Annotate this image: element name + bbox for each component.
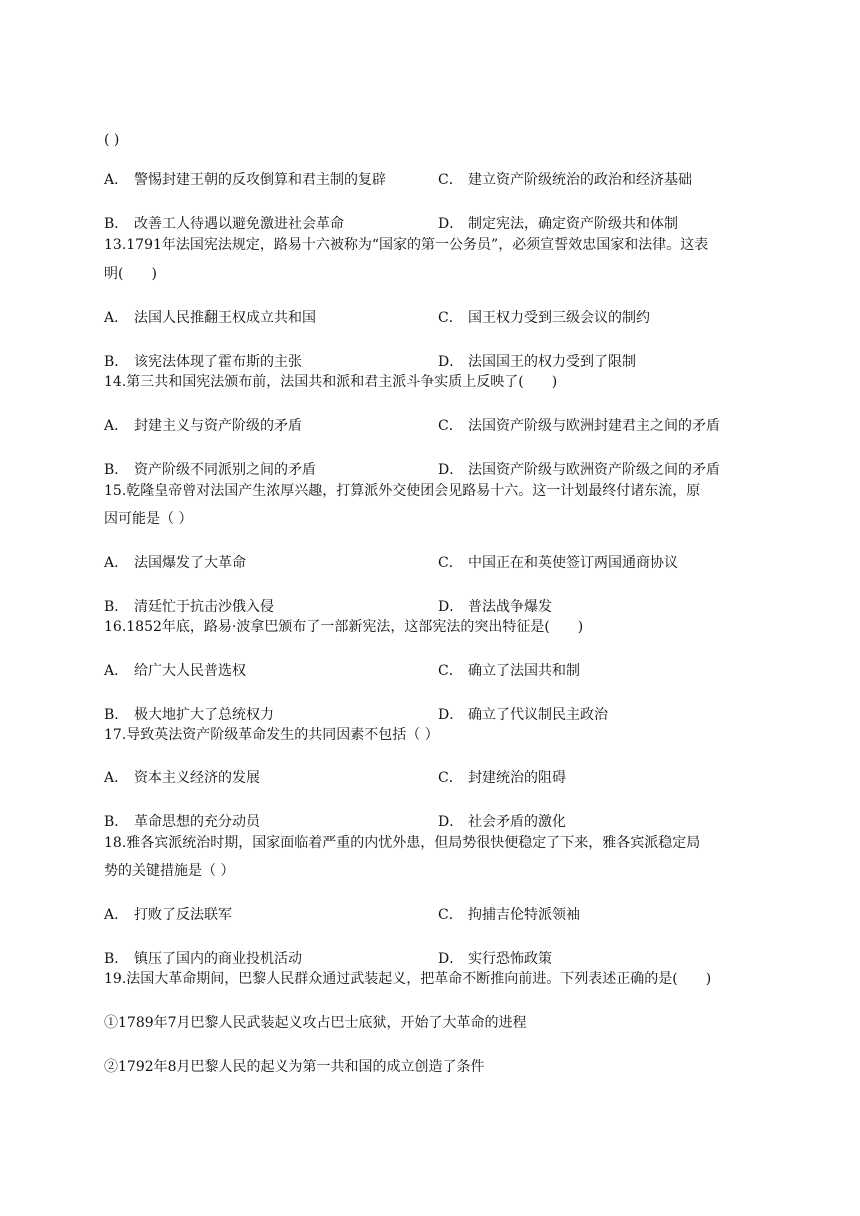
q14-option-d: D． 法国资产阶级与欧洲资产阶级之间的矛盾 [438,462,720,478]
q19-stem-line1: 19.法国大革命期间，巴黎人民群众通过武装起义，把革命不断推向前进。下列表述正确的是( ) [104,971,712,987]
q17-option-c: C． 封建统治的阻碍 [438,770,566,786]
q12-option-d: D． 制定宪法，确定资产阶级共和体制 [438,216,678,232]
q13-option-b: B． 该宪法体现了霍布斯的主张 [104,354,302,370]
q12-option-a: A． 警惕封建王朝的反攻倒算和君主制的复辟 [104,172,386,188]
q19-item-2: ②1792年8月巴黎人民的起义为第一共和国的成立创造了条件 [104,1059,485,1075]
q12-option-c: C． 建立资产阶级统治的政治和经济基础 [438,172,692,188]
q14-option-b: B． 资产阶级不同派别之间的矛盾 [104,462,316,478]
q19-item-1: ①1789年7月巴黎人民武装起义攻占巴士底狱，开始了大革命的进程 [104,1015,527,1031]
q18-option-b: B． 镇压了国内的商业投机活动 [104,951,302,967]
q14-option-a: A． 封建主义与资产阶级的矛盾 [104,418,302,434]
q15-option-c: C． 中国正在和英使签订两国通商协议 [438,555,678,571]
q15-stem-line1: 15.乾隆皇帝曾对法国产生浓厚兴趣，打算派外交使团会见路易十六。这一计划最终付诸东流，原 [104,483,701,499]
q17-option-a: A． 资本主义经济的发展 [104,770,260,786]
q16-option-d: D． 确立了代议制民主政治 [438,707,608,723]
q14-stem-line1: 14.第三共和国宪法颁布前，法国共和派和君主派斗争实质上反映了( ) [104,374,558,390]
q18-stem-line1: 18.雅各宾派统治时期，国家面临着严重的内忧外患，但局势很快便稳定了下来，雅各宾派稳定局 [104,835,701,851]
q15-option-b: B． 清廷忙于抗击沙俄入侵 [104,599,274,615]
q13-stem-line1: 13.1791年法国宪法规定，路易十六被称为“国家的第一公务员”，必须宣誓效忠国家和法律。这表 [104,237,709,253]
q13-option-a: A． 法国人民推翻王权成立共和国 [104,310,316,326]
q16-option-b: B． 极大地扩大了总统权力 [104,707,274,723]
q15-option-a: A． 法国爆发了大革命 [104,555,246,571]
q12-option-b: B． 改善工人待遇以避免激进社会革命 [104,216,344,232]
q15-option-d: D． 普法战争爆发 [438,599,552,615]
q17-option-b: B． 革命思想的充分动员 [104,814,260,830]
q16-stem-line1: 16.1852年底，路易·波拿巴颁布了一部新宪法，这部宪法的突出特征是( ) [104,619,584,635]
q18-option-d: D． 实行恐怖政策 [438,951,552,967]
q13-stem-line2: 明( ) [104,266,157,282]
q16-option-a: A． 给广大人民普选权 [104,663,246,679]
q16-option-c: C． 确立了法国共和制 [438,663,580,679]
q14-option-c: C． 法国资产阶级与欧洲封建君主之间的矛盾 [438,418,720,434]
q13-option-d: D． 法国国王的权力受到了限制 [438,354,636,370]
q18-option-c: C． 拘捕吉伦特派领袖 [438,907,580,923]
q15-stem-line2: 因可能是（ ） [104,511,193,527]
q13-option-c: C． 国王权力受到三级会议的制约 [438,310,650,326]
q17-option-d: D． 社会矛盾的激化 [438,814,566,830]
q18-stem-line2: 势的关键措施是（ ） [104,863,235,879]
lead-paren: ( ) [104,132,120,148]
q17-stem-line1: 17.导致英法资产阶级革命发生的共同因素不包括（ ） [104,727,439,743]
q18-option-a: A． 打败了反法联军 [104,907,232,923]
